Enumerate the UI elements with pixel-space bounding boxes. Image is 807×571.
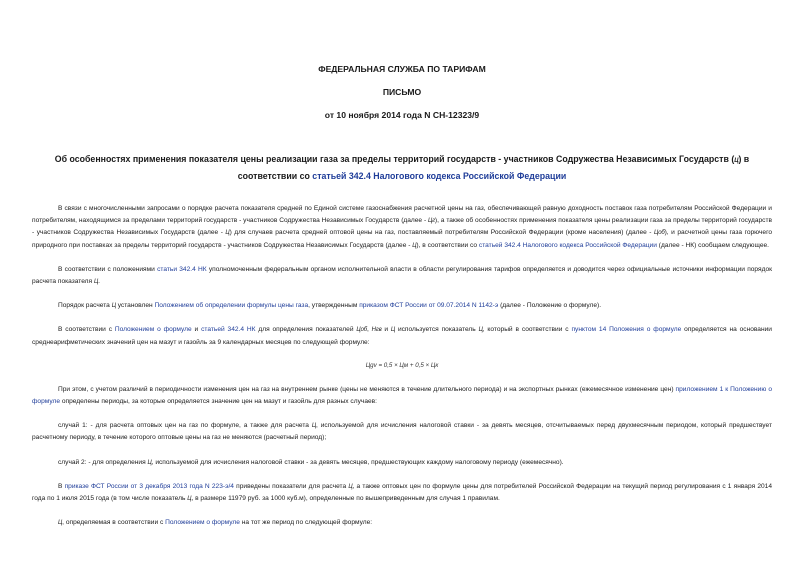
article-link[interactable]: статьей 342.4 НК: [201, 326, 256, 334]
paragraph-text: , в размере 11979 руб. за 1000 куб.м), определенные по вышеприведенным для случая 1 правилам.: [191, 495, 500, 503]
paragraph-text: ) для случаев расчета средней оптовой цены на газ, поставляемый потребителям Российской Федерации (кроме населения) (далее -: [229, 229, 654, 237]
paragraph-text: используется показатель: [395, 326, 479, 334]
document-date-number: от 10 ноября 2014 года N СН-12323/9: [324, 110, 480, 120]
organization-heading: ФЕДЕРАЛЬНАЯ СЛУЖБА ПО ТАРИФАМ: [318, 64, 486, 74]
clause-link[interactable]: пунктом 14 Положения о формуле: [571, 326, 682, 334]
order-link[interactable]: приказе ФСТ России от 3 декабря 2013 года N 223-э/4: [64, 482, 234, 490]
paragraph-text: В связи с многочисленными запросами о порядке расчета показателя средней по Единой системе газоснабжения расчетной цены на газ, обеспечивающей равную доходность поставок газа потребителям Российской Федерации и потребителям, находящимся за пределами территорий государств - участников Содружества Независимых Государств (далее -: [32, 205, 772, 225]
formula-symbol: Ц: [58, 520, 63, 527]
paragraph-text: для определения показателей: [255, 326, 357, 334]
paragraph-text: Порядок расчета: [58, 302, 112, 310]
paragraph-7: [32, 457, 772, 469]
paragraph-text: ), в соответствии со: [416, 241, 479, 249]
paragraph-text: , а также оптовых цен по формуле цены для потребителей Российской Федерации на текущий период регулирования с 1 января 2014 года по 1 июля 2015 года (в том числе показатель: [32, 482, 773, 503]
paragraph-text: случай 2: - для определения: [58, 458, 148, 466]
paragraph-6: [32, 420, 772, 444]
paragraph-4: [32, 324, 772, 348]
article-link[interactable]: статьи 342.4 НК: [157, 265, 207, 273]
formula-symbol: Ц: [187, 496, 192, 503]
paragraph-text: ), а также об особенностях применения показателя цены реализации газа за пределы территорий государств - участников Содружества Независимых Государств (далее -: [32, 217, 772, 237]
formula-line: Цgv = 0,5 × Цм + 0,5 × Цк: [365, 361, 439, 369]
paragraph-text: В соответствии с: [58, 326, 115, 334]
paragraph-text: , используемой для исчисления налоговой ставки - за девять месяцев, предшествующих каждому налоговому периоду (ежемесячно).: [151, 458, 564, 466]
title-text: Об особенностях применения показателя цены реализации газа за пределы территорий государств - участников Содружества Независимых Государств (: [54, 154, 735, 164]
paragraph-text: и: [381, 326, 391, 334]
paragraph-text: В соответствии с положениями: [58, 265, 158, 273]
formula-symbol: Ц: [111, 303, 116, 310]
formula-symbol: Ц: [93, 279, 99, 286]
title-text: ) в соответствии со: [237, 154, 750, 181]
formula-symbol: Ц: [225, 230, 230, 237]
paragraph-text: на тот же период по следующей формуле:: [239, 519, 373, 527]
paragraph-text: При этом, с учетом различий в периодичности изменения цен на газ на внутреннем рынке (цены не меняются в течение длительного периода) и на экспортных рынках (ежемесячное изменение цен): [58, 385, 676, 393]
paragraph-8: [32, 481, 772, 505]
paragraph-5: [32, 384, 772, 408]
paragraph-text: и: [191, 326, 202, 334]
paragraph-text: .: [98, 278, 100, 286]
paragraph-text: В: [58, 482, 65, 490]
tax-code-link[interactable]: статьей 342.4 Налогового кодекса Российской Федерации: [312, 171, 567, 181]
regulation-link[interactable]: Положением о формуле: [165, 519, 240, 527]
formula-symbol: Ц: [147, 459, 152, 466]
formula-symbol: Ц: [734, 158, 739, 164]
formula-symbol: Ц: [412, 242, 417, 249]
formula-symbol: Ц: [348, 483, 353, 490]
document-page: [32, 64, 772, 529]
paragraph-2: [32, 264, 772, 288]
formula-symbol: Цг: [428, 218, 435, 225]
paragraph-text: , который в соответствии с: [482, 326, 572, 334]
paragraph-text: установлен: [115, 302, 155, 310]
appendix-link[interactable]: приложением 1 к Положению о формуле: [32, 385, 772, 406]
paragraph-text: определены периоды, за которые определяется значение цен на мазут и газойль для разных случаев:: [60, 398, 377, 406]
paragraph-text: случай 1: - для расчета оптовых цен на газ по формуле, а также для расчета: [58, 422, 312, 430]
paragraph-9: [32, 517, 772, 529]
order-link[interactable]: приказом ФСТ России от 09.07.2014 N 1142-э: [359, 302, 499, 310]
tax-code-link[interactable]: статьей 342.4 Налогового кодекса Российской Федерации: [478, 241, 657, 249]
formula-symbol: Ц: [311, 423, 317, 430]
paragraph-text: приведены показатели для расчета: [233, 482, 349, 490]
document-title: [32, 152, 772, 184]
formula-symbol: Цоб: [654, 230, 665, 237]
paragraph-text: ), и расчетной цены газа горючего природного при поставках за пределы территорий государств - участников Содружества Независимых Государств (далее -: [32, 229, 772, 249]
paragraph-text: определяется на основании среднеарифметических значений цен на мазут и газойль за 9 календарных месяцев по следующей формуле:: [32, 326, 772, 346]
document-kind-heading: ПИСЬМО: [382, 87, 422, 97]
paragraph-1: [32, 203, 772, 252]
formula-symbol: Цоб: [356, 327, 367, 334]
paragraph-text: (далее - Положение о формуле).: [498, 302, 602, 310]
paragraph-text: , утвержденным: [308, 302, 360, 310]
formula-symbol: Нгв: [371, 327, 382, 334]
paragraph-text: (далее - НК) сообщаем следующее.: [656, 241, 770, 249]
paragraph-text: , используемой для исчисления налоговой ставки - за девять месяцев, отсчитываемых перед двухмесячным периодом, который предшествует расчетному периоду, в течение которого оптовые цены на газ не меняются (расчетный период);: [32, 422, 772, 442]
paragraph-3: [32, 300, 772, 312]
regulation-link[interactable]: Положением об определении формулы цены газа: [154, 302, 309, 310]
formula-symbol: Ц: [390, 327, 396, 334]
paragraph-text: уполномоченным федеральным органом исполнительной власти в области регулирования тарифов определяется и доводится через официальные источники информации порядок расчета показателя: [32, 265, 772, 286]
formula-symbol: Ц: [478, 327, 483, 334]
regulation-link[interactable]: Положением о формуле: [114, 326, 192, 334]
paragraph-text: ,: [366, 326, 372, 334]
paragraph-text: , определяемая в соответствии с: [62, 519, 166, 527]
